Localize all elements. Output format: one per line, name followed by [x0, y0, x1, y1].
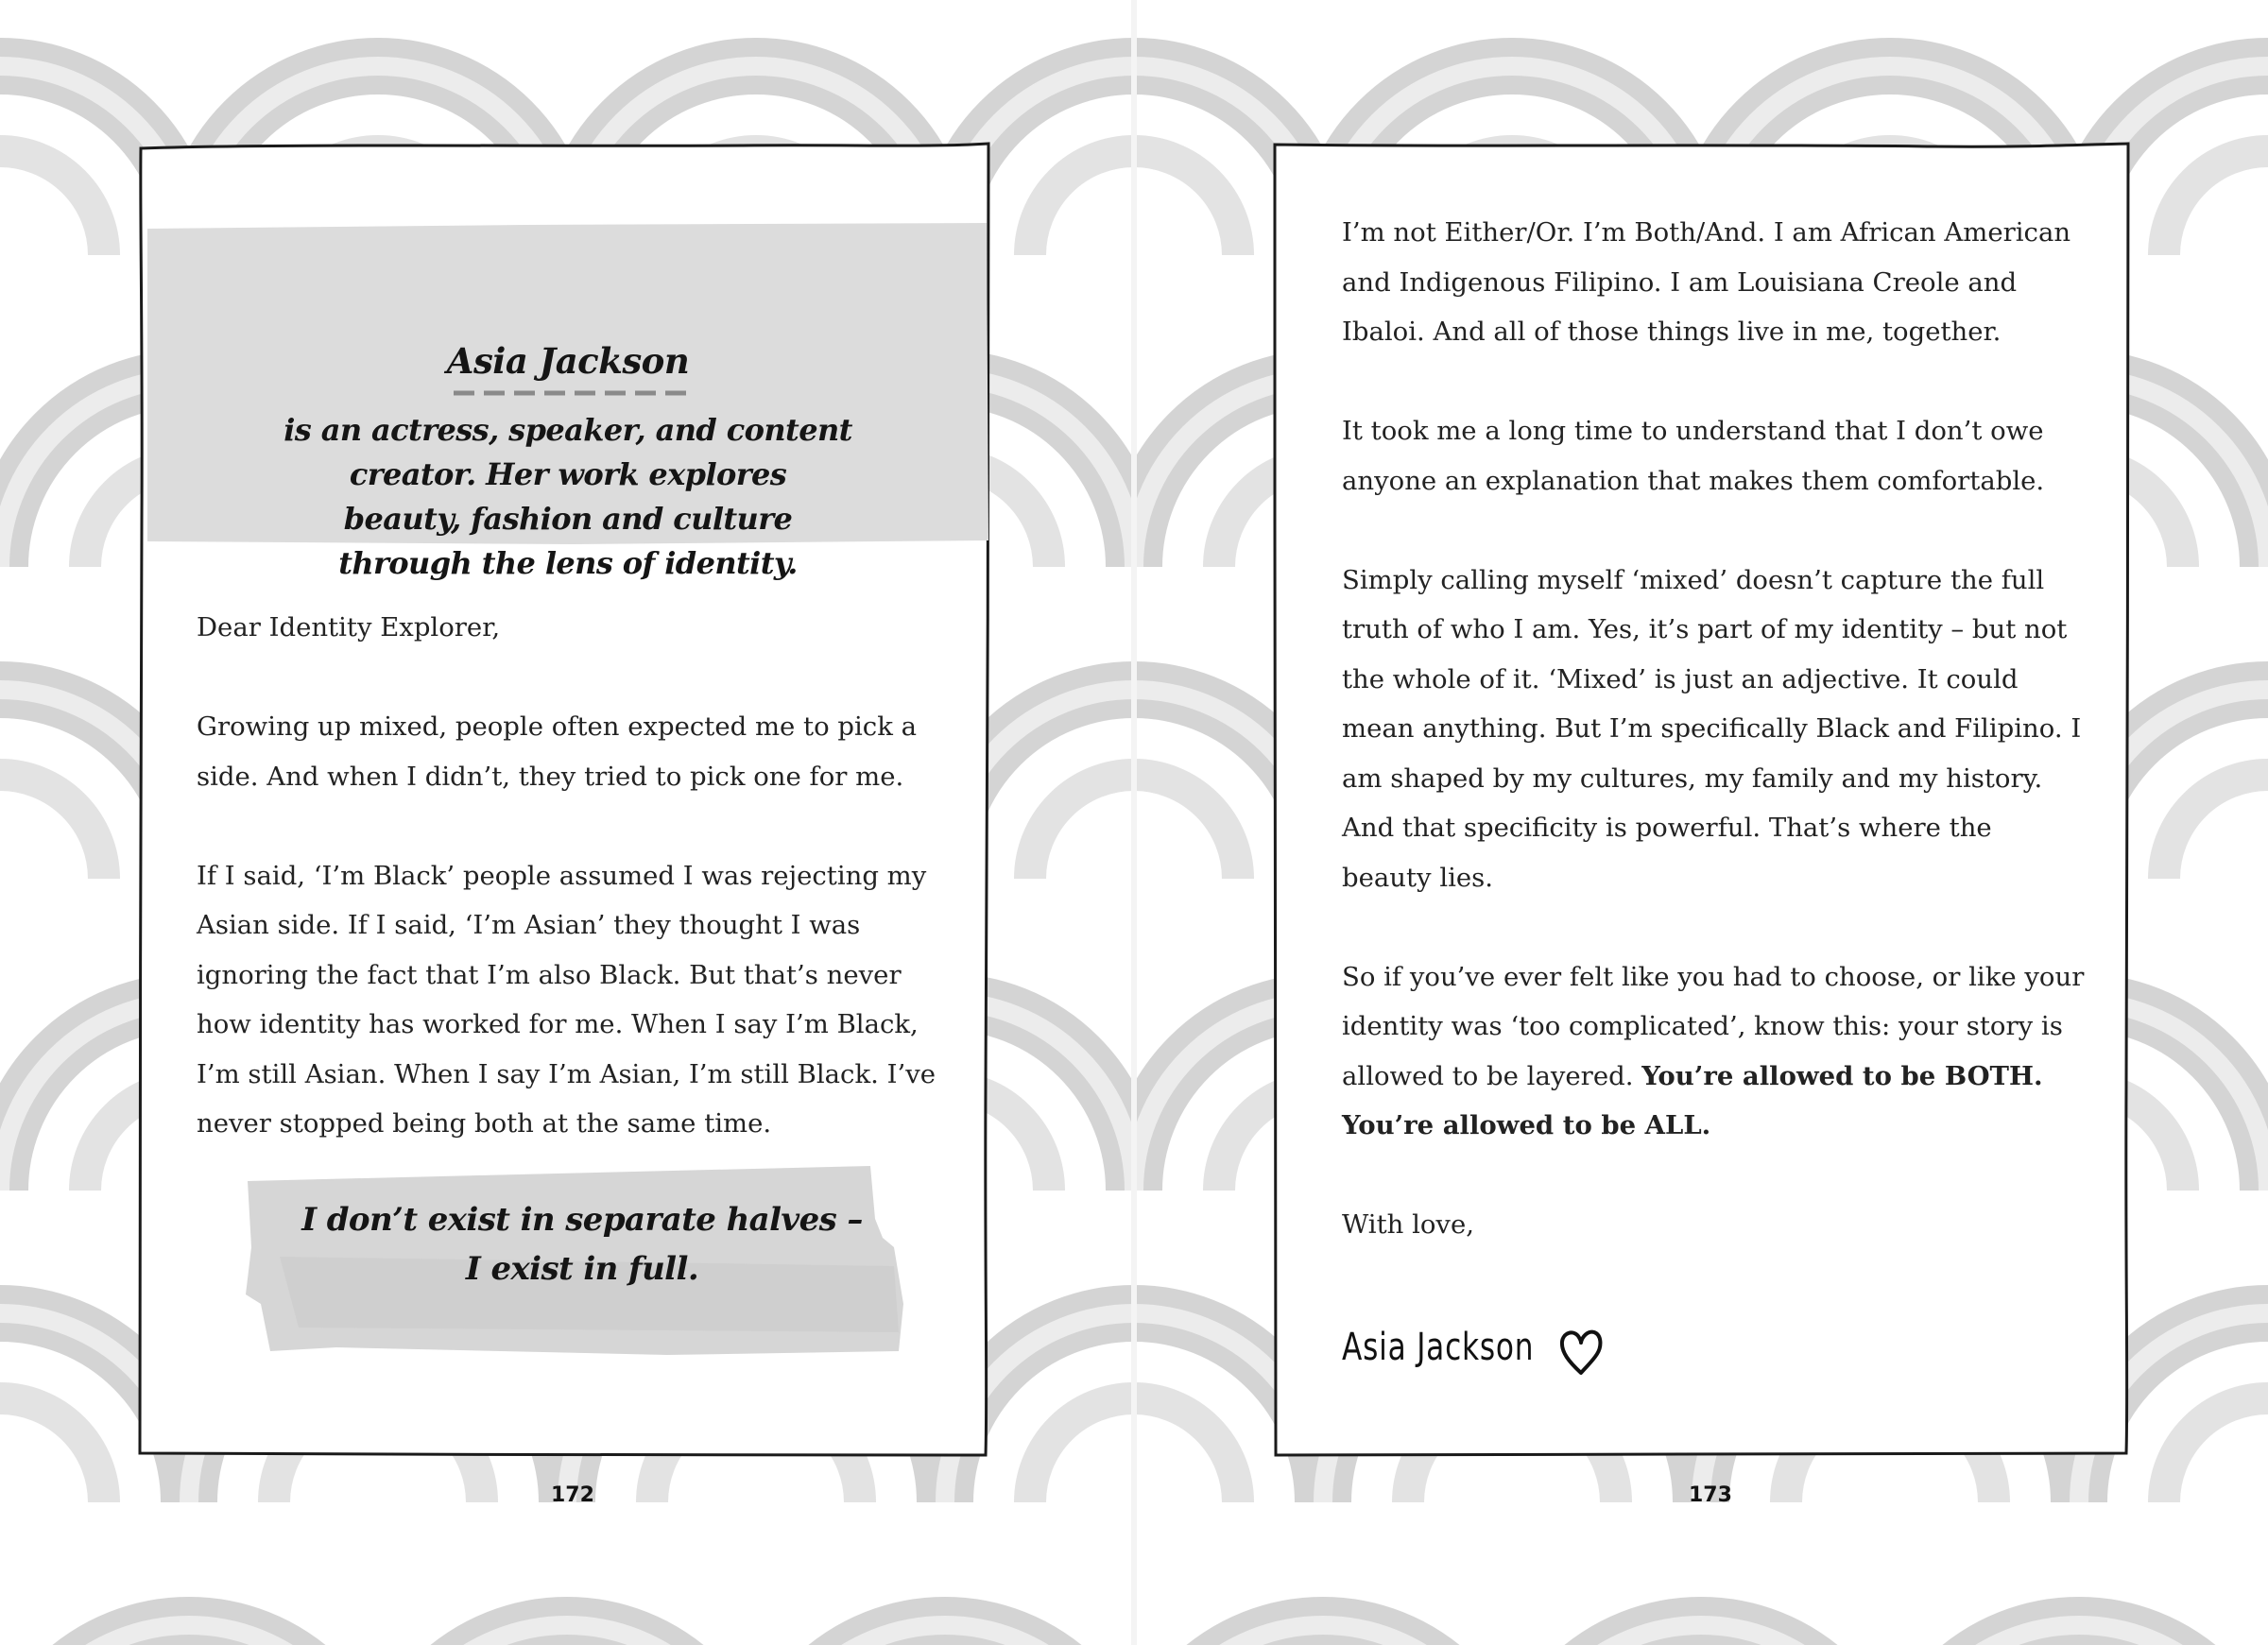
quote-line: I don’t exist in separate halves –	[301, 1201, 863, 1239]
page-number-left: 172	[551, 1483, 594, 1507]
letter-paragraph: Growing up mixed, people often expected me to pick a side. And when I didn’t, they tried to pick one for me.	[197, 711, 917, 792]
dashed-divider	[454, 389, 686, 397]
author-name: Asia Jackson	[446, 340, 690, 382]
letter-paragraph: If I said, ‘I’m Black’ people assumed I was rejecting my Asian side. If I said, ‘I’m Asian’ they thought I was ignoring the fact that I’m also Black. But that’s never how identity has worked for me. When I say I’m Black, I’m still Asian. When I say I’m Asian, I’m still Black. I’ve never stopped being both at the same time.	[197, 860, 936, 1139]
letter-paragraph-final	[1342, 952, 2088, 1151]
author-bio	[232, 408, 903, 586]
bio-line: beauty, fashion and culture	[343, 501, 793, 537]
handwritten-signature: Asia Jackson	[1342, 1326, 1535, 1369]
letter-closing: With love,	[1342, 1209, 1474, 1240]
pull-quote	[242, 1162, 922, 1361]
page-number-right: 173	[1689, 1483, 1732, 1507]
left-page-card	[138, 142, 990, 1457]
right-page-card	[1273, 142, 2130, 1457]
final-paragraph-emphasis: You’re allowed to be BOTH. You’re allowed to be ALL.	[1342, 1060, 2043, 1140]
right-letter-body	[1342, 208, 2088, 1250]
final-paragraph-text: So if you’ve ever felt like you had to choose, or like your identity was ‘too complicated’, know this: your story is allowed to be layered.	[1342, 961, 2085, 1091]
letter-paragraph: I’m not Either/Or. I’m Both/And. I am African American and Indigenous Filipino. I am Louisiana Creole and Ibaloi. And all of those things live in me, together.	[1342, 217, 2071, 347]
quote-line: I exist in full.	[465, 1250, 699, 1288]
letter-paragraph: Simply calling myself ‘mixed’ doesn’t capture the full truth of who I am. Yes, it’s part of my identity – but not the whole of it. ‘Mixed’ is just an adjective. It could mean anything. But I’m specifically Black and Filipino. I am shaped by my cultures, my family and my history. And that specificity is powerful. That’s where the beauty lies.	[1342, 564, 2082, 893]
letter-paragraph: It took me a long time to understand that I don’t owe anyone an explanation that makes them comfortable.	[1342, 416, 2045, 496]
letter-greeting: Dear Identity Explorer,	[197, 612, 501, 643]
author-bio-block	[147, 219, 988, 581]
heart-icon	[1559, 1328, 1603, 1377]
bio-line: through the lens of identity.	[338, 545, 798, 581]
page-gutter	[1131, 0, 1137, 1645]
bio-line: creator. Her work explores	[349, 456, 787, 492]
left-letter-body	[197, 603, 953, 1149]
bio-line: is an actress, speaker, and content	[284, 412, 852, 448]
quote-text	[242, 1195, 922, 1294]
